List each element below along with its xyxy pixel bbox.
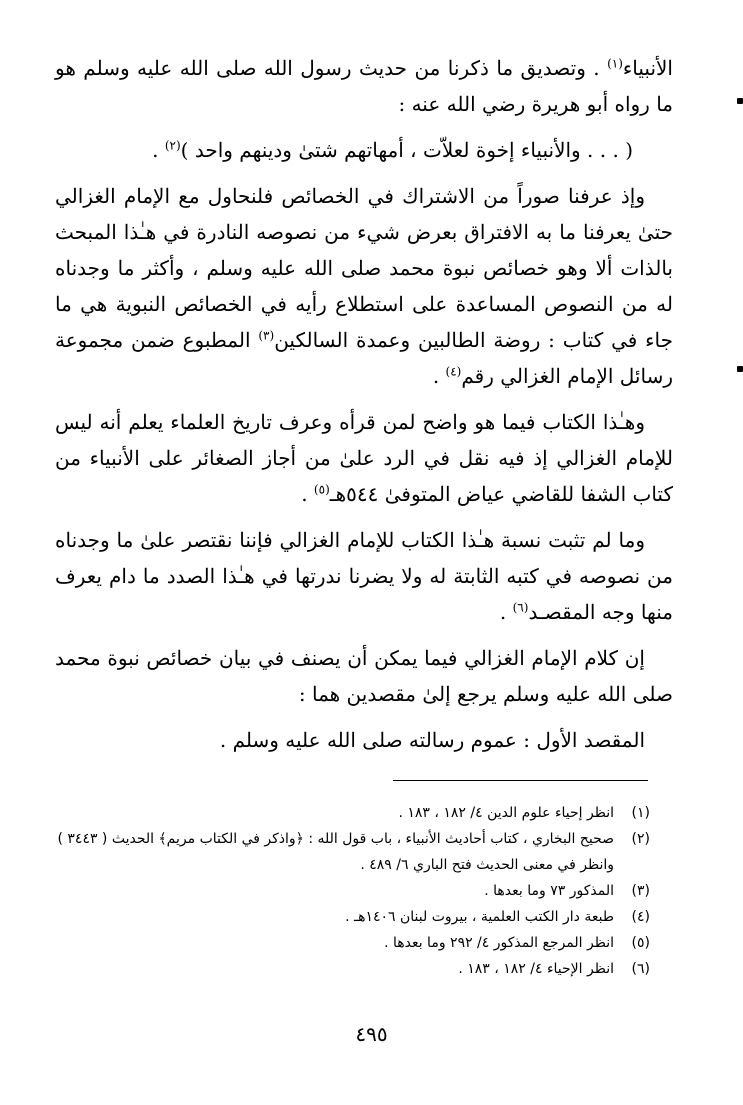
footnote-ref-2: (٢) — [164, 138, 181, 153]
footnote-text: انظر الإحياء ٤/ ١٨٢ ، ١٨٣ . — [458, 961, 614, 977]
paragraph-4 — [55, 522, 673, 630]
footnote-1 — [50, 800, 650, 826]
footnote-ref-5: (٥) — [313, 482, 330, 497]
footnote-5 — [50, 930, 650, 956]
paragraph-5 — [55, 640, 673, 712]
paragraph-4-text-b: . — [499, 600, 513, 624]
footnote-ref-3: (٣) — [258, 328, 275, 343]
page-number: ٤٩٥ — [355, 1022, 388, 1046]
hadith-quote-text: ( . . . والأنبياء إخوة لعلاّت ، أمهاتهم شتىٰ ودينهم واحد ) — [180, 138, 633, 162]
paragraph-3-text-b: . — [301, 482, 314, 506]
paragraph-2-text-c: . — [432, 364, 446, 388]
paragraph-6-first-aim — [55, 722, 673, 758]
footnote-text: صحيح البخاري ، كتاب أحاديث الأنبياء ، باب قول الله : ﴿واذكر في الكتاب مريم﴾ الحديث ( ٣٤٤٣ ) وانظر في معنى الحديث فتح الباري ٦/ ٤٨٩ . — [57, 831, 614, 873]
paragraph-3 — [55, 404, 673, 512]
scan-edge-mark-top — [737, 98, 743, 104]
footnote-number: (٢) — [631, 831, 650, 847]
footnote-ref-6: (٦) — [512, 600, 529, 615]
footnote-number: (٤) — [631, 909, 650, 925]
paragraph-6-text: المقصد الأول : عموم رسالته صلى الله عليه وسلم . — [219, 728, 645, 752]
paragraph-5-text: إن كلام الإمام الغزالي فيما يمكن أن يصنف في بيان خصائص نبوة محمد صلى الله عليه وسلم يرجع إلىٰ مقصدين هما : — [55, 646, 673, 706]
paragraph-1-text-a: الأنبياء — [622, 56, 673, 80]
main-text — [55, 50, 673, 768]
footnote-text: انظر المرجع المذكور ٤/ ٢٩٢ وما بعدها . — [384, 935, 614, 951]
paragraph-3-text-a: وهـٰذا الكتاب فيما هو واضح لمن قرأه وعرف تاريخ العلماء يعلم أنه ليس للإمام الغزالي إذ فيه نقل في الرد علىٰ من أجاز الصغائر على الأنبياء من كتاب الشفا للقاضي عياض المتوفىٰ ٥٤٤هـ — [55, 410, 673, 506]
footnote-3 — [50, 878, 650, 904]
footnote-text: انظر إحياء علوم الدين ٤/ ١٨٢ ، ١٨٣ . — [398, 805, 614, 821]
footnote-number: (٦) — [631, 961, 650, 977]
paragraph-1 — [55, 50, 673, 122]
footnote-number: (٣) — [631, 883, 650, 899]
hadith-quote-end: . — [152, 138, 165, 162]
paragraph-4-text-a: وما لم تثبت نسبة هـٰذا الكتاب للإمام الغزالي فإننا نقتصر علىٰ ما وجدناه من نصوصه في كتبه الثابتة له ولا يضرنا ندرتها في هـٰذا الصدد ما دام يعرف منها وجه المقصـد — [55, 528, 673, 624]
footnotes — [50, 800, 650, 982]
paragraph-2-text-a: وإذ عرفنا صوراً من الاشتراك في الخصائص فلنحاول مع الإمام الغزالي حتىٰ يعرفنا ما به الافتراق بعرض شيء من نصوصه النادرة في هـٰذا المبحث بالذات ألا وهو خصائص نبوة محمد صلى الله عليه وسلم ، وأكثر ما وجدناه له من النصوص المساعدة على استطلاع رأيه في الخصائص النبوية هي ما جاء في كتاب : روضة الطالبين وعمدة السالكين — [55, 184, 673, 352]
footnote-6 — [50, 956, 650, 982]
paragraph-1-text-b: . وتصديق ما ذكرنا من حديث رسول الله صلى الله عليه وسلم هو ما رواه أبو هريرة رضي الله عنه : — [55, 56, 673, 116]
footnote-text: المذكور ٧٣ وما بعدها . — [484, 883, 614, 899]
footnote-ref-4: (٤) — [445, 364, 462, 379]
footnote-ref-1: (١) — [607, 56, 623, 71]
footnote-2 — [50, 826, 650, 878]
paragraph-2 — [55, 178, 673, 394]
footnote-number: (٥) — [631, 935, 650, 951]
footnote-number: (١) — [631, 805, 650, 821]
footnote-4 — [50, 904, 650, 930]
footnote-text: طبعة دار الكتب العلمية ، بيروت لبنان ١٤٠٦هـ . — [345, 909, 614, 925]
paragraph-2-text-b: المطبوع ضمن مجموعة رسائل الإمام الغزالي رقم — [55, 328, 673, 388]
footnote-separator — [393, 780, 648, 781]
scan-edge-mark-middle — [737, 366, 743, 372]
hadith-quote — [55, 132, 673, 168]
